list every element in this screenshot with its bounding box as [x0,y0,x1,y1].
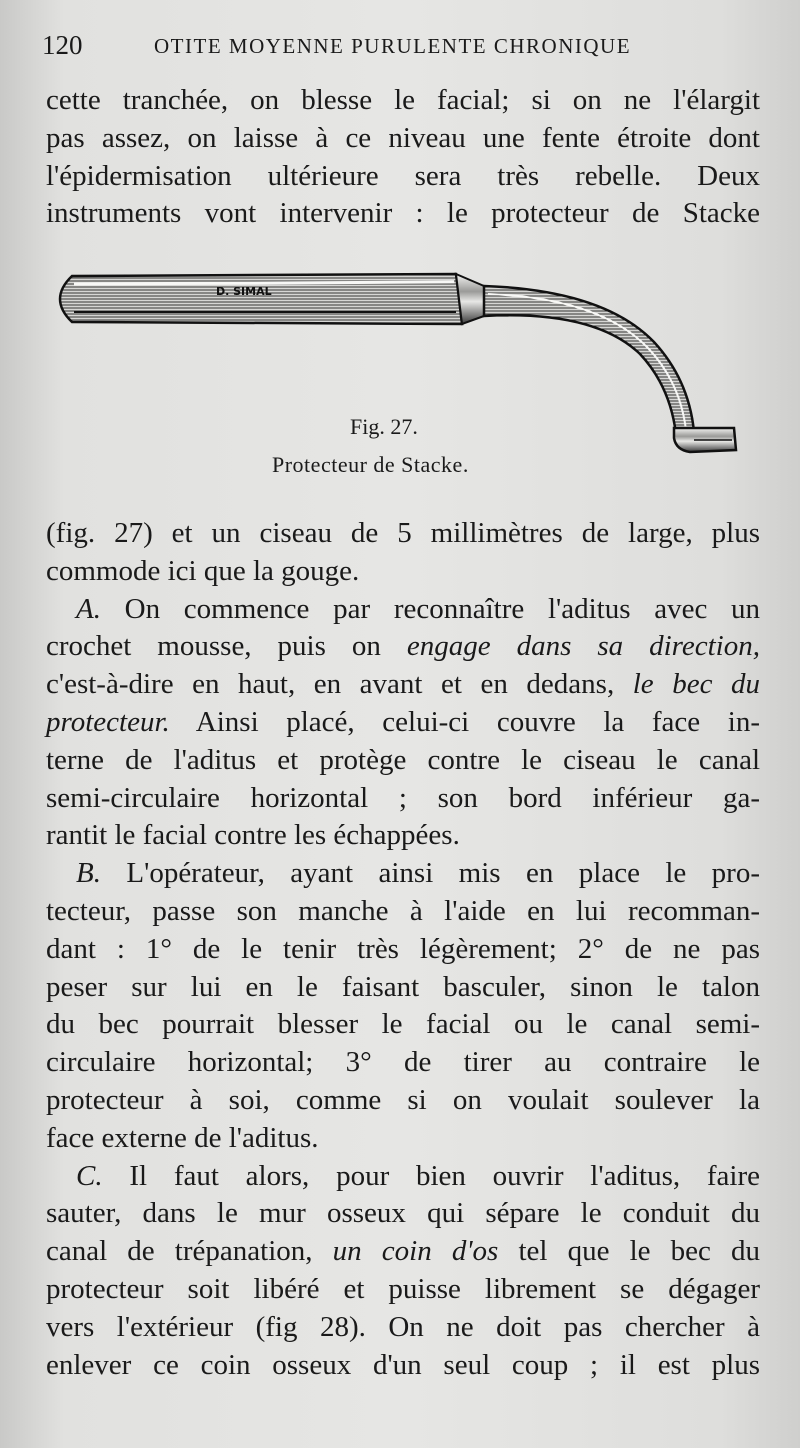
paragraph-b-line: face externe de l'aditus. [46,1121,319,1154]
paragraph-c-line: vers l'extérieur (fig 28). On ne doit pas chercher à [46,1310,760,1343]
running-title: OTITE MOYENNE PURULENTE CHRONIQUE [154,34,632,58]
figure-27 [44,262,744,492]
text-run: On commence par reconnaître l'aditus avec un [124,592,761,625]
engraved-maker-mark: D. SIMAL [216,285,272,298]
paragraph-b-line: tecteur, passe son manche à l'aide en lui recomman- [46,894,760,927]
paragraph-a-line [46,666,760,704]
paragraph-b-line [46,855,760,893]
paragraph-a-line [46,628,760,666]
text-run: crochet mousse, puis on [46,630,407,663]
text-line: (fig. 27) et un ciseau de 5 millimètres de large, plus [46,517,760,549]
figure-number: Fig. 27. [350,414,418,439]
italic-run: un coin d'os [332,1235,499,1268]
text-line: cette tranchée, on blesse le facial; si on ne l'élargit [46,84,760,116]
text-run: Ainsi placé, celui-ci couvre la face in- [169,705,760,738]
paragraph-b-line: du bec pourrait blesser le facial ou le canal semi- [46,1008,760,1041]
running-head [42,30,760,66]
text-run: canal de trépanation, [46,1235,333,1268]
text-line: instruments vont intervenir : le protecteur de Stacke [46,197,760,230]
page-number: 120 [42,30,83,60]
paragraph-a-line: semi-circulaire horizontal ; son bord inférieur ga- [46,781,760,814]
paragraph-b-line: peser sur lui en le faisant basculer, sinon le talon [46,970,760,1003]
main-text [46,515,760,1384]
text-line: commode ici que la gouge. [46,554,360,587]
paragraph-b-line: protecteur à soi, comme si on voulait soulever la [46,1083,760,1116]
paragraph-b-line: dant : 1° de le tenir très légèrement; 2° de ne pas [46,932,760,965]
paragraph-c-line [46,1233,760,1271]
paragraph-c-line: enlever ce coin osseux d'un seul coup ; il est plus [46,1348,760,1381]
italic-run: le bec du [632,668,760,701]
text-run: c'est-à-dire en haut, en avant et en dedans, [46,668,633,701]
paragraph-a-line: terne de l'aditus et protège contre le ciseau le canal [46,743,760,776]
italic-run: engage dans sa direction, [406,630,760,663]
paragraph-marker-b: B. [76,857,101,890]
intro-paragraph [46,82,760,233]
paragraph-a-line [46,591,760,629]
paragraph-c-line [46,1158,760,1196]
paragraph-a-line [46,704,760,742]
paragraph-c-line: protecteur soit libéré et puisse librement se dégager [46,1272,760,1305]
paragraph-a-line: rantit le facial contre les échappées. [46,819,460,852]
text-run: L'opérateur, ayant ainsi mis en place le pro- [126,857,760,890]
paragraph-b-line: circulaire horizontal; 3° de tirer au contraire le [46,1046,760,1079]
paragraph-c-line: sauter, dans le mur osseux qui sépare le conduit du [46,1197,760,1230]
text-run: tel que le bec du [498,1235,761,1268]
italic-run: protecteur. [46,705,170,738]
text-run: Il faut alors, pour bien ouvrir l'aditus, faire [129,1159,760,1192]
figure-caption: Protecteur de Stacke. [272,452,469,477]
text-line: pas assez, on laisse à ce niveau une fente étroite dont [46,121,760,154]
text-line: l'épidermisation ultérieure sera très rebelle. Deux [46,159,760,192]
paragraph-marker-c: C. [76,1159,103,1192]
paragraph-marker-a: A. [76,592,101,625]
